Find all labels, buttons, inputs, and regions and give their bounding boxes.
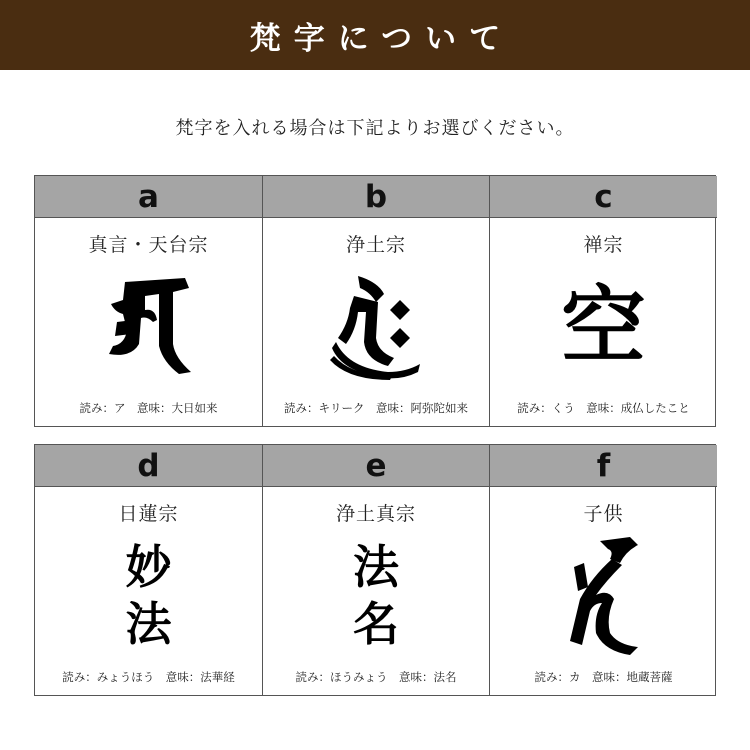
page-header (0, 0, 750, 70)
option-a-card[interactable] (35, 176, 262, 426)
sect-label: 禅宗 (583, 234, 624, 256)
reading-meaning-caption: 読み：キリーク 意味：阿弥陀如来 (284, 401, 468, 415)
kanji-char: 法 (125, 597, 172, 651)
reading-meaning-caption: 読み：みょうほう 意味：法華経 (62, 670, 235, 684)
option-b-card[interactable] (262, 176, 489, 426)
sect-label: 真言・天台宗 (88, 234, 209, 256)
sanskrit-a-glyph (103, 274, 195, 378)
kanji-char: 妙 (125, 539, 172, 594)
option-e-card[interactable] (262, 445, 489, 695)
option-letter: f (490, 445, 717, 487)
sanskrit-ka-glyph (566, 537, 642, 655)
sect-label: 浄土宗 (345, 234, 406, 256)
option-letter: e (263, 445, 489, 487)
kanji-glyph-vertical (353, 539, 399, 654)
reading-meaning-caption: 読み：くう 意味：成仏したこと (517, 401, 690, 415)
reading-meaning-caption: 読み：ア 意味：大日如来 (79, 401, 218, 415)
reading-meaning-caption: 読み：カ 意味：地蔵菩薩 (534, 670, 673, 684)
kanji-glyph: 空 (561, 276, 646, 375)
reading-meaning-caption: 読み：ほうみょう 意味：法名 (295, 670, 457, 684)
sanskrit-hrih-glyph (328, 272, 424, 380)
option-letter: a (35, 176, 262, 218)
sect-label: 日蓮宗 (118, 503, 179, 525)
intro-text: 梵字を入れる場合は下記よりお選びください。 (175, 118, 575, 139)
sect-label: 子供 (583, 503, 624, 525)
kanji-char: 名 (353, 597, 399, 651)
option-letter: b (263, 176, 489, 218)
kanji-char: 法 (353, 539, 399, 594)
option-letter: c (490, 176, 717, 218)
kanji-glyph-vertical (126, 539, 172, 654)
sect-label: 浄土真宗 (335, 503, 416, 525)
option-c-card[interactable] (489, 176, 717, 426)
option-f-card[interactable] (489, 445, 717, 695)
option-grid-row-2 (34, 444, 716, 696)
option-letter: d (35, 445, 262, 487)
page-title: 梵字について (249, 20, 514, 57)
option-d-card[interactable] (35, 445, 262, 695)
option-grid-row-1 (34, 175, 716, 427)
